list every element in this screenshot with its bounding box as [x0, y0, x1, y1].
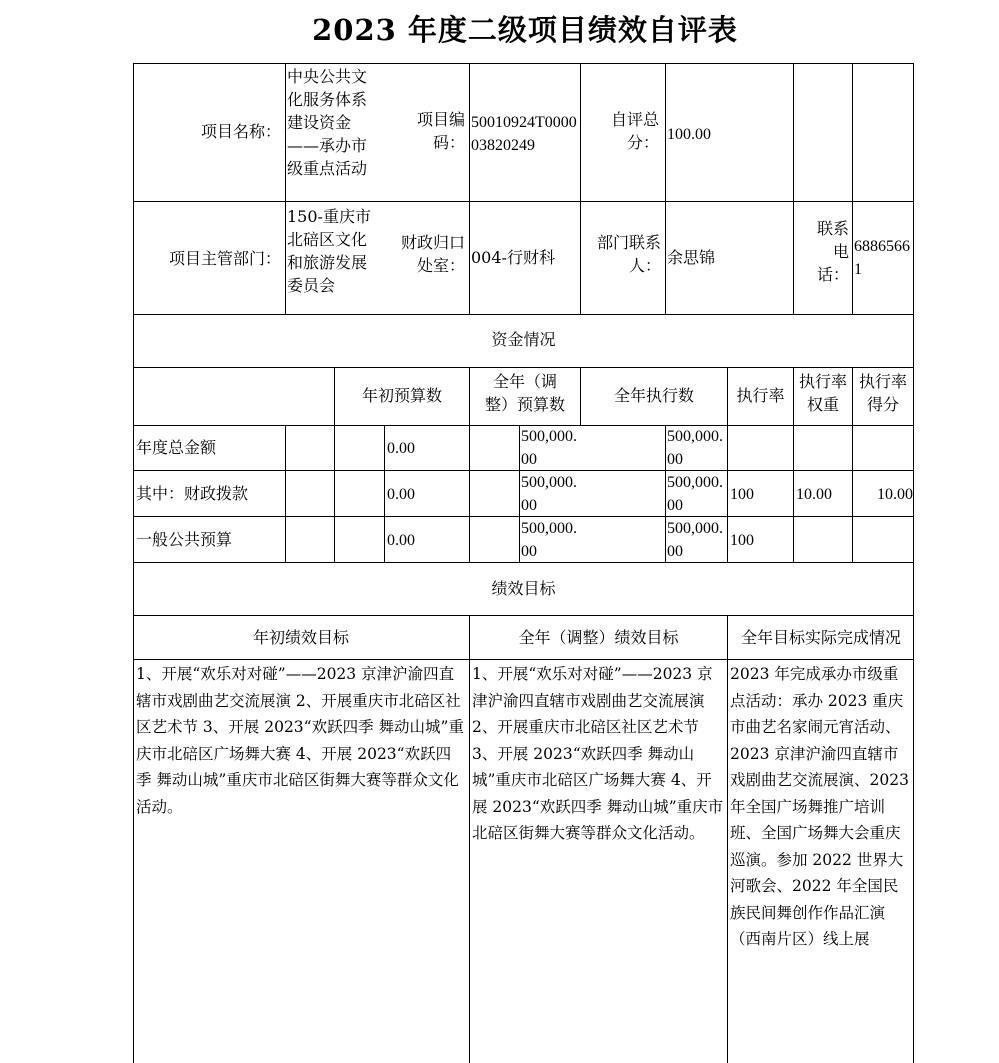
self-score-label: 自评总分：: [610, 110, 659, 152]
contact-person-value: 余思锦: [667, 248, 716, 267]
funds-section-title: 资金情况: [491, 330, 556, 349]
header-execution-rate: 执行率: [736, 386, 785, 405]
initial-goal-header: 年初绩效目标: [252, 628, 349, 647]
finance-office-value: 004-行财科: [471, 248, 555, 267]
phone-value: 68865661: [854, 238, 910, 278]
phone-label: 联系电话：: [816, 219, 849, 284]
row-total-adjusted: 500,000.00: [521, 428, 577, 468]
header-initial-budget: 年初预算数: [361, 386, 442, 405]
row-fiscal-adjusted: 500,000.00: [521, 474, 577, 514]
actual-completion-header: 全年目标实际完成情况: [740, 628, 901, 647]
row-fiscal-weight: 10.00: [796, 486, 832, 503]
evaluation-table: [133, 63, 914, 1063]
actual-completion-text: 2023 年完成承办市级重点活动：承办 2023 重庆市曲艺名家闹元宵活动、2023 京津沪渝四直辖市戏剧曲艺交流展演、2023 年全国广场舞推广培训班、全国广场舞大会重庆巡演。参加 2022 世界大河歌会、2022 年全国民族民间舞创作作品汇演（西南片区）线上展: [730, 665, 909, 948]
header-rate-score: 执行率得分: [858, 372, 907, 414]
finance-office-label: 财政归口处室：: [400, 233, 465, 275]
initial-goal-text: 1、开展“欢乐对对碰”——2023 京津沪渝四直辖市戏剧曲艺交流展演 2、开展重庆市北碚区社区艺术节 3、开展 2023“欢跃四季 舞动山城”重庆市北碚区广场舞大赛 4、开展 2023“欢跃四季 舞动山城”重庆市北碚区街舞大赛等群众文化活动。: [136, 665, 464, 816]
row-fiscal-executed: 500,000.00: [667, 474, 723, 514]
project-code-label: 项目编码：: [416, 110, 465, 152]
row-total-label: 年度总金额: [136, 438, 217, 457]
row-general-rate: 100: [730, 532, 754, 549]
performance-section-title: 绩效目标: [491, 579, 556, 598]
row-total-initial: 0.00: [387, 440, 415, 457]
self-score-value: 100.00: [667, 126, 711, 143]
row-general-adjusted: 500,000.00: [521, 520, 577, 560]
department-label: 项目主管部门：: [168, 249, 281, 268]
project-code-value: 50010924T000003820249: [471, 114, 577, 154]
row-fiscal-rate: 100: [730, 486, 754, 503]
row-fiscal-label: 其中：财政拨款: [136, 484, 249, 503]
page-title: 2023 年度二级项目绩效自评表: [312, 13, 738, 47]
row-fiscal-score: 10.00: [877, 486, 913, 503]
row-general-executed: 500,000.00: [667, 520, 723, 560]
adjusted-goal-header: 全年（调整）绩效目标: [518, 628, 679, 647]
project-name-label: 项目名称：: [200, 122, 281, 141]
header-adjusted-budget: 全年（调整）预算数: [484, 372, 565, 414]
adjusted-goal-text: 1、开展“欢乐对对碰”——2023 京津沪渝四直辖市戏剧曲艺交流展演 2、开展重庆市北碚区社区艺术节 3、开展 2023“欢跃四季 舞动山城”重庆市北碚区广场舞大赛 4、开展 2023“欢跃四季 舞动山城”重庆市北碚区街舞大赛等群众文化活动。: [472, 665, 724, 842]
project-name-value: 中央公共文化服务体系建设资金——承办市级重点活动: [287, 67, 368, 178]
department-value: 150-重庆市北碚区文化和旅游发展委员会: [287, 207, 371, 295]
contact-person-label: 部门联系人：: [596, 233, 661, 275]
header-rate-weight: 执行率权重: [798, 372, 847, 414]
row-fiscal-initial: 0.00: [387, 486, 415, 503]
row-total-executed: 500,000.00: [667, 428, 723, 468]
row-general-initial: 0.00: [387, 532, 415, 549]
row-general-label: 一般公共预算: [136, 530, 233, 549]
header-executed: 全年执行数: [613, 386, 694, 405]
